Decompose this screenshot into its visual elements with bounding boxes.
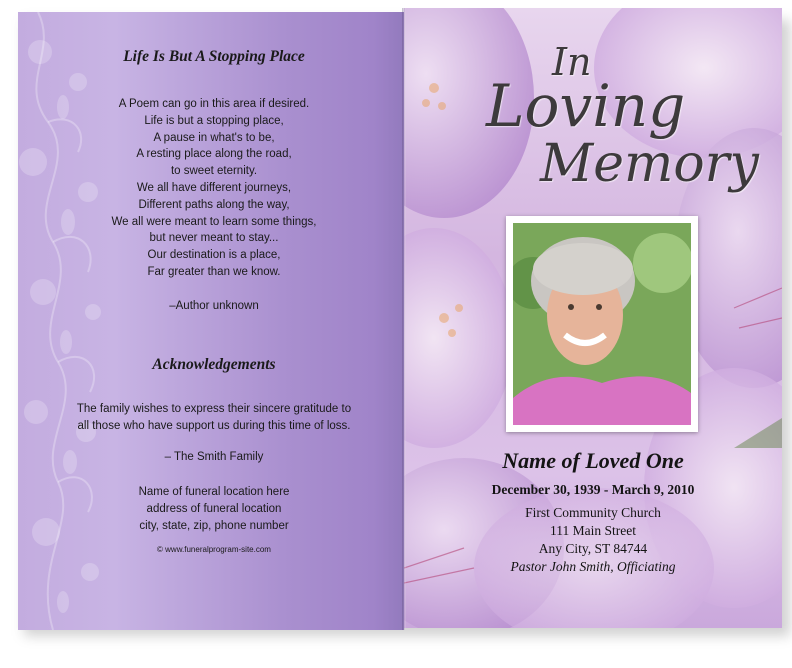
- poem-line: A pause in what's to be,: [153, 131, 275, 144]
- portrait-photo: [513, 223, 691, 425]
- service-line: First Community Church: [525, 505, 661, 520]
- acknowledgement-line: all those who have support us during this time of loss.: [77, 419, 351, 432]
- poem-line: A resting place along the road,: [136, 148, 292, 161]
- loved-one-name: Name of Loved One: [502, 448, 684, 473]
- life-dates: December 30, 1939 - March 9, 2010: [491, 482, 695, 497]
- portrait-photo-frame: [506, 216, 698, 432]
- acknowledgement-line: The family wishes to express their sincere gratitude to: [76, 403, 352, 415]
- poem-line: Our destination is a place,: [147, 249, 281, 262]
- poem-title: Life Is But A Stopping Place: [123, 48, 305, 65]
- service-line: 111 Main Street: [550, 523, 636, 538]
- title-loving: Loving: [486, 72, 686, 140]
- location-line: city, state, zip, phone number: [139, 519, 289, 532]
- left-panel-text: [18, 12, 410, 630]
- poem-line: We all have different journeys,: [136, 182, 292, 194]
- poem-line: Life is but a stopping place,: [144, 114, 284, 127]
- family-signature: – The Smith Family: [164, 451, 264, 463]
- poem-line: We all were meant to learn some things,: [111, 215, 317, 228]
- poem-line: Different paths along the way,: [138, 198, 290, 211]
- title-in: In: [552, 40, 592, 84]
- officiant: Pastor John Smith, Officiating: [510, 559, 676, 574]
- copyright-notice: © www.funeralprogram-site.com: [157, 545, 271, 554]
- poem-line: to sweet eternity.: [170, 165, 258, 178]
- acknowledgements-title: Acknowledgements: [152, 356, 276, 373]
- poem-line: A Poem can go in this area if desired.: [118, 98, 310, 110]
- title-memory: Memory: [540, 134, 759, 194]
- location-line: address of funeral location: [146, 502, 282, 515]
- service-line: Any City, ST 84744: [538, 541, 648, 556]
- poem-line: but never meant to stay...: [149, 232, 279, 245]
- poem-author: –Author unknown: [169, 300, 259, 312]
- poem-line: Far greater than we know.: [147, 266, 281, 278]
- location-line: Name of funeral location here: [138, 486, 290, 498]
